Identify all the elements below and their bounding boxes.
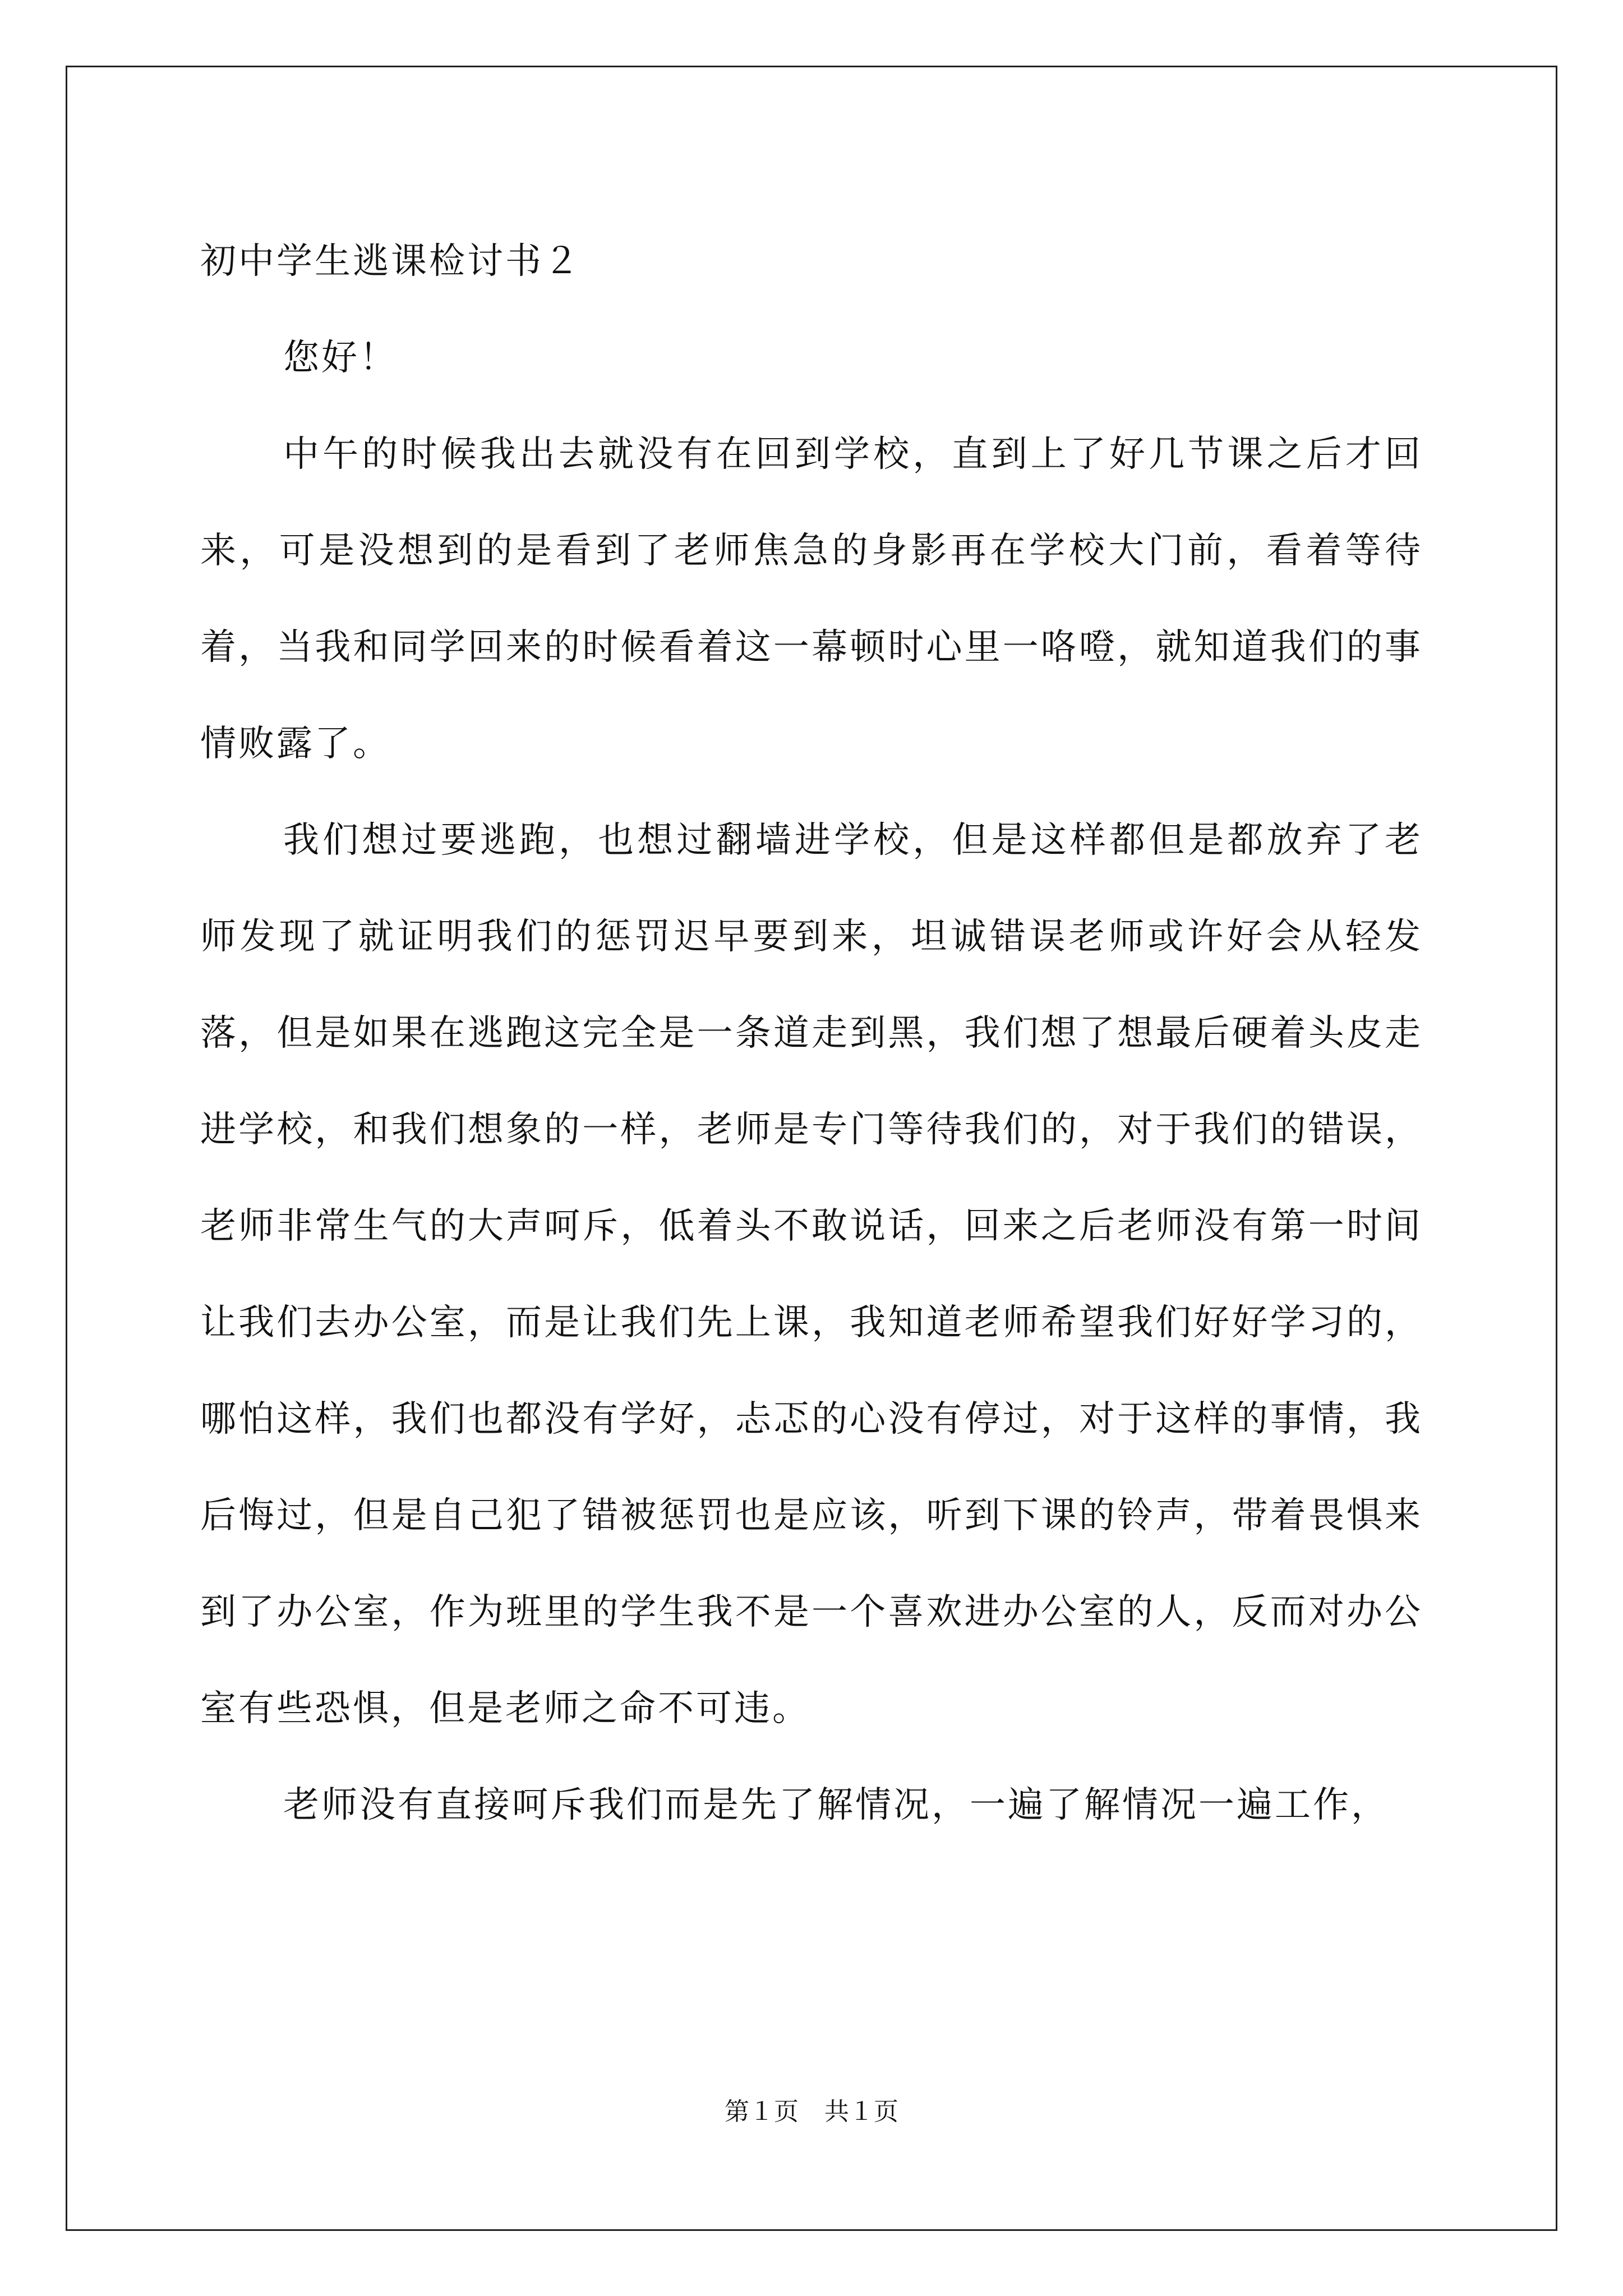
paragraph-2: 我们想过要逃跑，也想过翻墙进学校，但是这样都但是都放弃了老师发现了就证明我们的惩罚迟早要到来，坦诚错误老师或许好会从轻发落，但是如果在逃跑这完全是一条道走到黑，我们想了想最后硬着头皮走进学校，和我们想象的一样，老师是专门等待我们的，对于我们的错误，老师非常生气的大声呵斥，低着头不敢说话，回来之后老师没有第一时间让我们去办公室，而是让我们先上课，我知道老师希望我们好好学习的，哪怕这样，我们也都没有学好，忐忑的心没有停过，对于这样的事情，我后悔过，但是自己犯了错被惩罚也是应该，听到下课的铃声，带着畏惧来到了办公室，作为班里的学生我不是一个喜欢进办公室的人，反而对办公室有些恐惧，但是老师之命不可违。 — [200, 820, 1423, 1729]
paragraph-greeting: 您好！ — [283, 337, 398, 379]
document-title: 初中学生逃课检讨书２ — [200, 241, 582, 282]
document-body — [200, 213, 1423, 1853]
page-number: 第１页 — [725, 2097, 799, 2126]
paragraph-3: 老师没有直接呵斥我们而是先了解情况，一遍了解情况一遍工作， — [283, 1784, 1389, 1826]
paragraph-1: 中午的时候我出去就没有在回到学校，直到上了好几节课之后才回来，可是没想到的是看到了老师焦急的身影再在学校大门前，看着等待着，当我和同学回来的时候看着这一幕顿时心里一咯噔，就知道我们的事情败露了。 — [200, 434, 1423, 765]
page-total: 共１页 — [824, 2097, 898, 2126]
page-footer — [0, 2095, 1623, 2129]
